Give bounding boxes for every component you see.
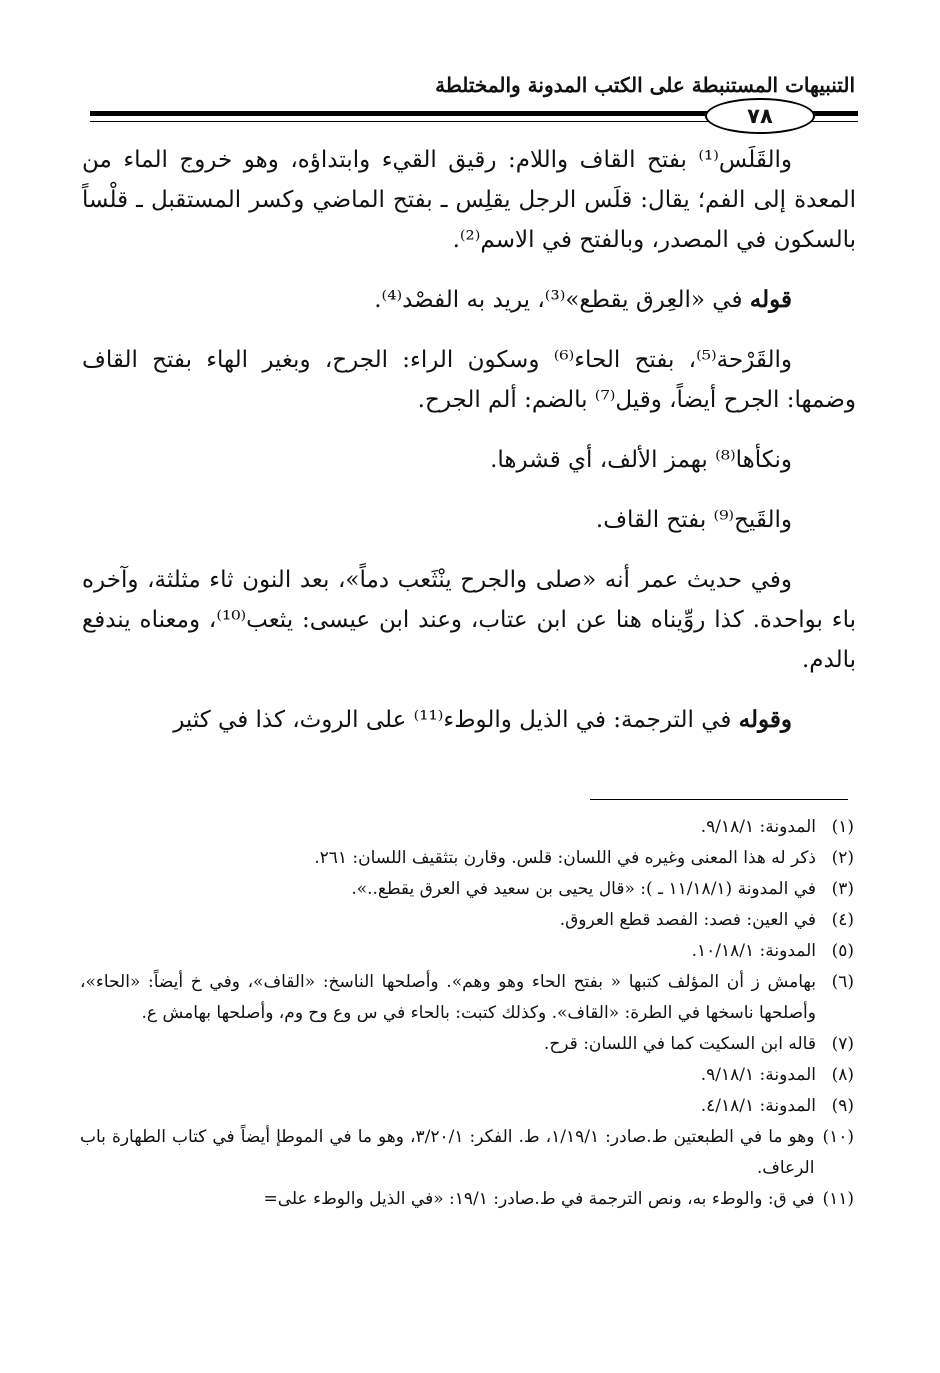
footnotes bbox=[80, 812, 854, 1215]
footnote bbox=[80, 905, 854, 936]
footnote-text: قاله ابن السكيت كما في اللسان: قرح. bbox=[543, 1034, 816, 1054]
paragraph-lead: قوله bbox=[749, 286, 792, 313]
footnote-text: المدونة: ٩/١٨/١. bbox=[700, 1065, 816, 1085]
paragraph-text: والقَرْحة⁽⁵⁾، بفتح الحاء⁽⁶⁾ وسكون الراء: الجرح، وبغير الهاء بفتح القاف وضمها: الجرح أيضاً، وقيل⁽⁷⁾ بالضم: ألم الجرح. bbox=[82, 347, 856, 413]
footnote-text: المدونة: ٤/١٨/١. bbox=[700, 1096, 816, 1116]
footnote-number: (٥) bbox=[831, 941, 854, 961]
footnote-text: المدونة: ٩/١٨/١. bbox=[700, 817, 816, 837]
footnote-number: (١٠) bbox=[822, 1127, 854, 1147]
paragraph bbox=[82, 280, 856, 320]
page-number-badge: ٧٨ bbox=[705, 98, 815, 134]
footnote bbox=[80, 1029, 854, 1060]
paragraph-text: والقَلَس⁽¹⁾ بفتح القاف واللام: رقيق القيء وابتداؤه، وهو خروج الماء من المعدة إلى الفم؛ يقال: قلَس الرجل يقلِس ـ بفتح الماضي وكسر المستقبل ـ قلْساً بالسكون في المصدر، وبالفتح في الاسم⁽²⁾. bbox=[82, 147, 856, 253]
paragraph bbox=[82, 340, 856, 420]
footnote bbox=[80, 1060, 854, 1091]
paragraph bbox=[82, 700, 856, 740]
footnote-number: (٣) bbox=[831, 879, 854, 899]
paragraph bbox=[82, 140, 856, 260]
footnote bbox=[80, 812, 854, 843]
paragraph-text: وفي حديث عمر أنه «صلى والجرح ينْثَعب دماً»، بعد النون ثاء مثلثة، وآخره باء بواحدة. كذا روِّيناه هنا عن ابن عتاب، وعند ابن عيسى: يثعب⁽¹⁰⁾، ومعناه يندفع بالدم. bbox=[82, 567, 856, 673]
footnote bbox=[80, 1184, 854, 1215]
footnote-text: في المدونة (١١/١٨/١ ـ ): «قال يحيى بن سعيد في العرق يقطع..». bbox=[351, 879, 816, 899]
paragraph-text: ونكأها⁽⁸⁾ بهمز الألف، أي قشرها. bbox=[490, 447, 792, 473]
footnote-text: المدونة: ١٠/١٨/١. bbox=[691, 941, 816, 961]
footnote bbox=[80, 936, 854, 967]
footnote-number: (٨) bbox=[831, 1065, 854, 1085]
running-title: التنبيهات المستنبطة على الكتب المدونة والمختلطة bbox=[435, 73, 855, 97]
main-text bbox=[82, 140, 856, 740]
footnote-text: في العين: فصد: الفصد قطع العروق. bbox=[559, 910, 816, 930]
paragraph bbox=[82, 560, 856, 680]
footnote-number: (١١) bbox=[822, 1189, 854, 1209]
footnote-text: بهامش ز أن المؤلف كتبها « بفتح الحاء وهو وهم». وأصلحها الناسخ: «القاف»، وفي خ أيضاً: «الحاء»، وأصلحها ناسخها في الطرة: «القاف». وكذلك كتبت: بالحاء في س وع وح وم، وأصلحها بهامش ع. bbox=[80, 972, 816, 1023]
footnote-number: (٤) bbox=[831, 910, 854, 930]
footnote-number: (١) bbox=[831, 817, 854, 837]
footnote-text: ذكر له هذا المعنى وغيره في اللسان: قلس. وقارن بتثقيف اللسان: ٢٦١. bbox=[314, 848, 816, 868]
footnote bbox=[80, 1091, 854, 1122]
footnote-text: في ق: والوطء به، ونص الترجمة في ط.صادر: ١٩/١: «في الذيل والوطء على= bbox=[263, 1189, 815, 1209]
paragraph-lead: وقوله bbox=[738, 706, 792, 733]
footnote bbox=[80, 1122, 854, 1184]
paragraph bbox=[82, 500, 856, 540]
footnote bbox=[80, 967, 854, 1029]
paragraph-text: والقَيح⁽⁹⁾ بفتح القاف. bbox=[595, 507, 792, 533]
paragraph bbox=[82, 440, 856, 480]
paragraph-text: في الترجمة: في الذيل والوطء⁽¹¹⁾ على الروث، كذا في كثير bbox=[173, 707, 739, 733]
footnote-number: (٩) bbox=[831, 1096, 854, 1116]
footnote bbox=[80, 843, 854, 874]
footnote-text: وهو ما في الطبعتين ط.صادر: ١/١٩/١، ط. الفكر: ٣/٢٠/١، وهو ما في الموطإ أيضاً في كتاب الطهارة باب الرعاف. bbox=[80, 1127, 815, 1178]
footnote-number: (٧) bbox=[831, 1034, 854, 1054]
footnote-number: (٦) bbox=[831, 972, 854, 992]
footnote bbox=[80, 874, 854, 905]
footnote-number: (٢) bbox=[831, 848, 854, 868]
paragraph-text: في «العِرق يقطع»⁽³⁾، يريد به الفصْد⁽⁴⁾. bbox=[374, 287, 750, 313]
footnote-separator bbox=[590, 799, 848, 800]
